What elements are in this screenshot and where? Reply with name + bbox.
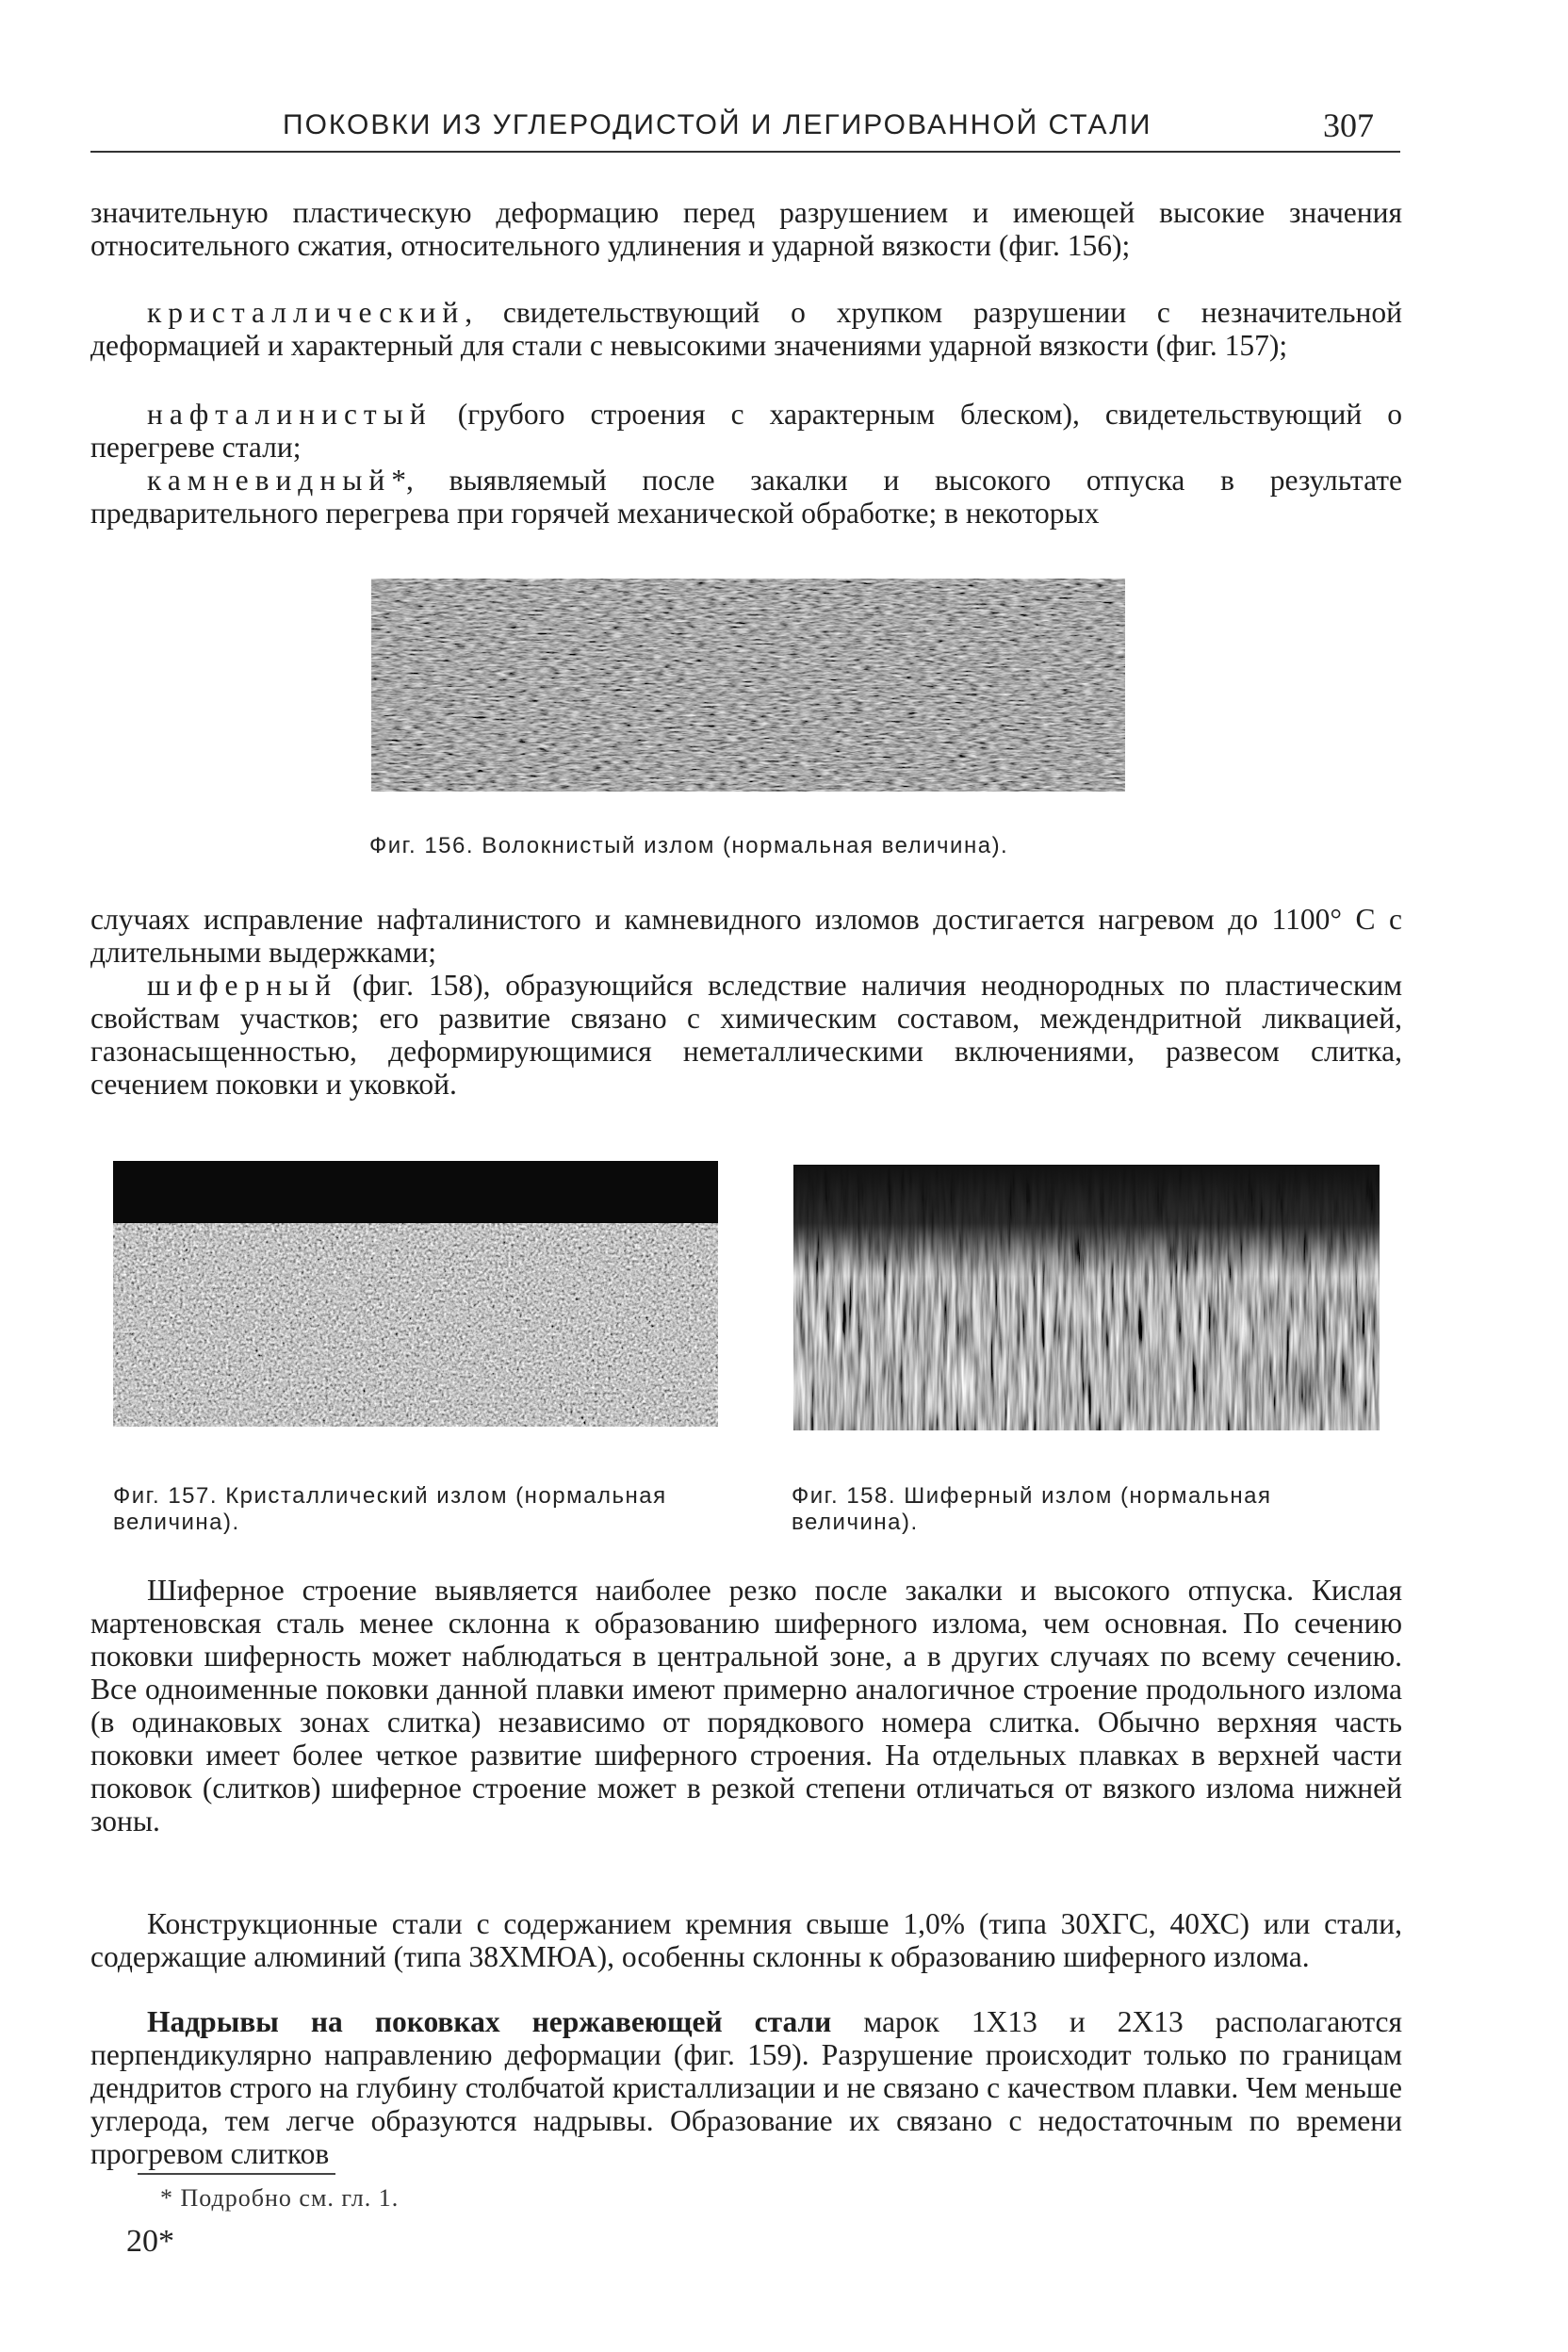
paragraph-structural-steels: Конструкционные стали с содержанием кремния свыше 1,0% (типа 30ХГС, 40ХС) или стали, содержащие алюминий (типа 38ХМЮА), особенны склонны к образованию шиферного излома. [90, 1907, 1402, 1973]
page-number: 307 [1323, 106, 1374, 144]
tears-heading: Надрывы на поковках нержавеющей стали [147, 2005, 832, 2038]
term-crystalline: кристаллический [147, 296, 466, 329]
text-stone: *, выявляемый после закалки и высокого отпуска в результате предварительного перегрева при горячей механической обработке; в некоторых [90, 464, 1402, 530]
text-naphthalene: (грубого строения с характерным блеском), свидетельствующий о перегреве стали; [90, 398, 1402, 464]
list-item-stone [90, 464, 1402, 530]
paragraph-cases: случаях исправление нафталинистого и камневидного изломов достигается нагревом до 1100° С с длительными выдержками; [90, 903, 1402, 969]
paragraph-slate-structure: Шиферное строение выявляется наиболее резко после закалки и высокого отпуска. Кислая мартеновская сталь менее склонна к образованию шиферного излома, чем основная. По сечению поковки шиферность может наблюдаться в центральной зоне, а в других случаях по всему сечению. Все одноименные поковки данной плавки имеют примерно аналогичное строение продольного излома (в одинаковых зонах слитка) независимо от порядкового номера слитка. Обычно верхняя часть поковки имеет более четкое развитие шиферного строения. На отдельных плавках в верхней части поковок (слитков) шиферное строение может в резкой степени отличаться от вязкого излома нижней зоны. [90, 1574, 1402, 1838]
tears-text: марок 1Х13 и 2Х13 располагаются перпендикулярно направлению деформации (фиг. 159). Разрушение происходит только по границам дендритов строго на глубину столбчатой кристаллизации и не связано с качеством плавки. Чем меньше углерода, тем легче образуются надрывы. Образование их связано с недостаточным по времени прогревом слитков [90, 2005, 1402, 2170]
header-rule [90, 151, 1400, 153]
paragraph-intro: значительную пластическую деформацию перед разрушением и имеющей высокие значения относительного сжатия, относительного удлинения и ударной вязкости (фиг. 156); [90, 196, 1402, 262]
list-item-slate [90, 969, 1402, 1101]
running-header-title: ПОКОВКИ ИЗ УГЛЕРОДИСТОЙ И ЛЕГИРОВАННОЙ СТАЛИ [283, 109, 1152, 140]
figure-156-caption: Фиг. 156. Волокнистый излом (нормальная величина). [369, 833, 1009, 858]
list-item-naphthalene [90, 398, 1402, 464]
printer-signature: 20* [126, 2224, 174, 2259]
term-slate: шиферный [147, 969, 338, 1002]
figure-157-caption: Фиг. 157. Кристаллический излом (нормальная величина). [113, 1483, 667, 1535]
figure-156-photo [371, 579, 1125, 792]
text-crystalline: , свидетельствующий о хрупком разрушении с незначительной деформацией и характерный для стали с невысокими значениями ударной вязкости (фиг. 157); [90, 296, 1402, 362]
text-slate: (фиг. 158), образующийся вследствие наличия неоднородных по пластическим свойствам участков; его развитие связано с химическим составом, междендритной ликвацией, газонасыщенностью, деформирующимися неметаллическими включениями, развесом слитка, сечением поковки и уковкой. [90, 969, 1402, 1101]
paragraph-tears [90, 2005, 1402, 2170]
footnote: * Подробно см. гл. 1. [160, 2184, 400, 2212]
term-stone: камневидный [147, 464, 392, 497]
list-item-crystalline [90, 296, 1402, 362]
figure-157-photo [113, 1161, 718, 1427]
figure-158-photo [793, 1165, 1380, 1430]
footnote-rule [138, 2173, 335, 2175]
term-naphthalene: нафталинистый [147, 398, 433, 431]
figure-158-caption: Фиг. 158. Шиферный излом (нормальная величина). [792, 1483, 1272, 1535]
